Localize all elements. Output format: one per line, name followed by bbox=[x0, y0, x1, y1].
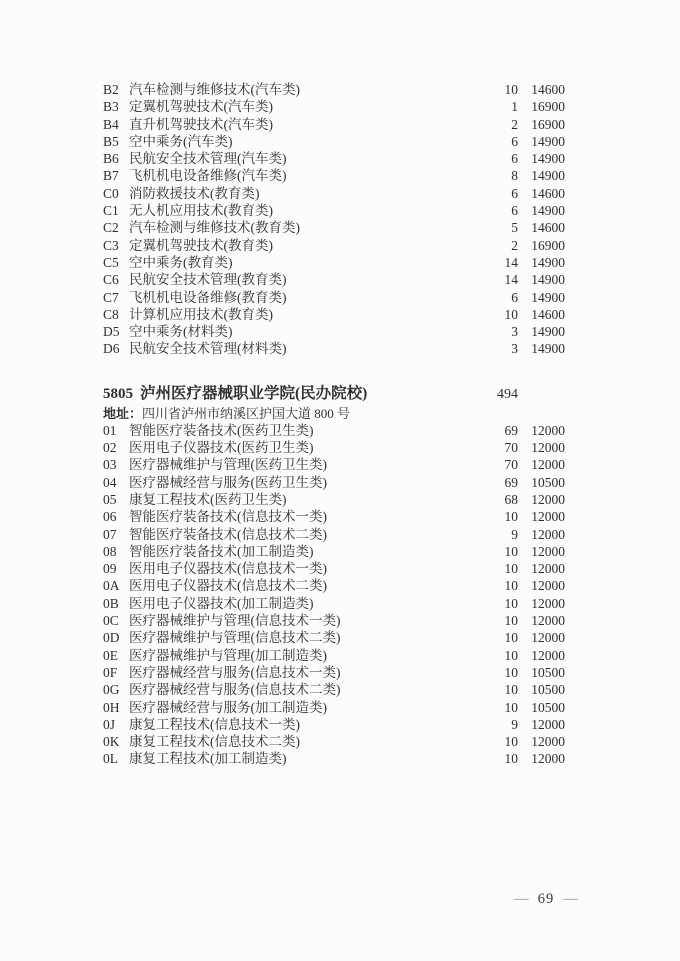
major-plan-count: 10 bbox=[504, 630, 518, 646]
major-name: 飞机机电设备维修(教育类) bbox=[129, 289, 287, 305]
major-tuition-fee: 14900 bbox=[531, 151, 565, 167]
major-plan-count: 10 bbox=[504, 82, 518, 97]
major-code: B7 bbox=[103, 168, 119, 184]
major-tuition-fee: 14900 bbox=[531, 324, 565, 340]
major-plan-count: 70 bbox=[504, 457, 518, 473]
major-name: 医疗器械维护与管理(加工制造类) bbox=[129, 647, 327, 663]
major-plan-count: 10 bbox=[504, 699, 518, 715]
page-number: 69 bbox=[537, 891, 555, 907]
major-code: 0L bbox=[103, 751, 118, 767]
major-tuition-fee: 10500 bbox=[531, 664, 565, 680]
major-plan-count: 10 bbox=[504, 578, 518, 594]
major-row bbox=[103, 237, 565, 254]
major-plan-count: 10 bbox=[504, 647, 518, 663]
major-name: 定翼机驾驶技术(汽车类) bbox=[129, 99, 273, 115]
school-major-rows bbox=[103, 422, 565, 768]
major-name: 医疗器械经营与服务(信息技术一类) bbox=[129, 664, 341, 680]
major-name: 智能医疗装备技术(信息技术二类) bbox=[129, 526, 327, 542]
major-code: 0E bbox=[103, 647, 118, 663]
major-code: C7 bbox=[103, 289, 119, 305]
school-name: 泸州医疗器械职业学院(民办院校) bbox=[140, 384, 368, 402]
major-row bbox=[103, 647, 565, 664]
major-code: 04 bbox=[103, 474, 117, 490]
major-name: 医疗器械维护与管理(信息技术二类) bbox=[129, 630, 341, 646]
major-plan-count: 9 bbox=[511, 716, 518, 732]
major-plan-count: 6 bbox=[511, 289, 518, 305]
major-tuition-fee: 14900 bbox=[531, 133, 565, 149]
major-name: 康复工程技术(信息技术二类) bbox=[129, 734, 300, 750]
major-plan-count: 3 bbox=[511, 341, 518, 357]
major-code: 06 bbox=[103, 509, 117, 525]
major-name: 定翼机驾驶技术(教育类) bbox=[129, 237, 273, 253]
major-tuition-fee: 10500 bbox=[531, 699, 565, 715]
school-code: 5805 bbox=[103, 385, 133, 402]
major-row bbox=[103, 491, 565, 508]
major-code: 07 bbox=[103, 526, 117, 542]
major-code: 09 bbox=[103, 561, 117, 577]
major-code: 0K bbox=[103, 734, 120, 750]
major-name: 医疗器械经营与服务(信息技术二类) bbox=[129, 682, 341, 698]
major-name: 飞机机电设备维修(汽车类) bbox=[129, 168, 287, 184]
major-tuition-fee: 12000 bbox=[531, 613, 565, 629]
major-name: 医疗器械经营与服务(加工制造类) bbox=[129, 699, 327, 715]
major-name: 医疗器械维护与管理(医药卫生类) bbox=[129, 457, 327, 473]
major-plan-count: 10 bbox=[504, 543, 518, 559]
major-name: 直升机驾驶技术(汽车类) bbox=[129, 116, 273, 132]
major-name: 消防救援技术(教育类) bbox=[129, 185, 260, 201]
major-row bbox=[103, 340, 565, 357]
major-name: 民航安全技术管理(汽车类) bbox=[129, 151, 287, 167]
major-tuition-fee: 14600 bbox=[531, 185, 565, 201]
major-tuition-fee: 14900 bbox=[531, 168, 565, 184]
major-code: B5 bbox=[103, 133, 119, 149]
major-row bbox=[103, 733, 565, 750]
major-tuition-fee: 14900 bbox=[531, 254, 565, 270]
major-plan-count: 3 bbox=[511, 324, 518, 340]
major-row bbox=[103, 167, 565, 184]
major-code: 03 bbox=[103, 457, 117, 473]
major-tuition-fee: 12000 bbox=[531, 440, 565, 456]
major-name: 民航安全技术管理(材料类) bbox=[129, 341, 287, 357]
major-plan-count: 10 bbox=[504, 595, 518, 611]
major-plan-count: 1 bbox=[511, 99, 518, 115]
major-tuition-fee: 12000 bbox=[531, 543, 565, 559]
major-tuition-fee: 10500 bbox=[531, 474, 565, 490]
major-row bbox=[103, 526, 565, 543]
major-code: 0H bbox=[103, 699, 120, 715]
major-row bbox=[103, 750, 565, 767]
admission-plan-table bbox=[103, 81, 565, 768]
major-row bbox=[103, 133, 565, 150]
major-plan-count: 10 bbox=[504, 509, 518, 525]
major-code: C3 bbox=[103, 237, 119, 253]
major-row bbox=[103, 577, 565, 594]
major-tuition-fee: 12000 bbox=[531, 457, 565, 473]
major-row bbox=[103, 219, 565, 236]
major-tuition-fee: 14600 bbox=[531, 220, 565, 236]
major-row bbox=[103, 716, 565, 733]
major-row bbox=[103, 439, 565, 456]
address-value: 四川省泸州市纳溪区护国大道 800 号 bbox=[142, 405, 351, 421]
footer-left-dash: — bbox=[514, 891, 529, 907]
major-plan-count: 14 bbox=[504, 272, 518, 288]
major-plan-count: 2 bbox=[511, 116, 518, 132]
major-tuition-fee: 12000 bbox=[531, 422, 565, 438]
major-code: C1 bbox=[103, 203, 119, 219]
major-plan-count: 2 bbox=[511, 237, 518, 253]
major-code: D5 bbox=[103, 324, 120, 340]
major-code: 0B bbox=[103, 595, 119, 611]
page-footer bbox=[500, 891, 592, 908]
major-name: 智能医疗装备技术(加工制造类) bbox=[129, 543, 314, 559]
major-code: B2 bbox=[103, 82, 119, 97]
major-tuition-fee: 14900 bbox=[531, 289, 565, 305]
major-code: B6 bbox=[103, 151, 119, 167]
major-tuition-fee: 12000 bbox=[531, 647, 565, 663]
major-plan-count: 6 bbox=[511, 185, 518, 201]
major-code: 01 bbox=[103, 422, 117, 438]
school-header bbox=[103, 384, 565, 405]
major-row bbox=[103, 560, 565, 577]
major-name: 康复工程技术(医药卫生类) bbox=[129, 491, 287, 507]
major-row bbox=[103, 629, 565, 646]
major-tuition-fee: 10500 bbox=[531, 682, 565, 698]
major-name: 空中乘务(材料类) bbox=[129, 324, 233, 340]
major-plan-count: 10 bbox=[504, 682, 518, 698]
major-row bbox=[103, 306, 565, 323]
major-row bbox=[103, 595, 565, 612]
major-tuition-fee: 14900 bbox=[531, 203, 565, 219]
major-code: C6 bbox=[103, 272, 119, 288]
major-row bbox=[103, 81, 565, 98]
major-tuition-fee: 14900 bbox=[531, 341, 565, 357]
major-tuition-fee: 12000 bbox=[531, 561, 565, 577]
major-name: 汽车检测与维修技术(汽车类) bbox=[129, 82, 300, 97]
major-row bbox=[103, 508, 565, 525]
major-name: 计算机应用技术(教育类) bbox=[129, 306, 273, 322]
major-tuition-fee: 12000 bbox=[531, 578, 565, 594]
major-name: 医用电子仪器技术(医药卫生类) bbox=[129, 440, 314, 456]
major-code: 0C bbox=[103, 613, 119, 629]
major-name: 医疗器械经营与服务(医药卫生类) bbox=[129, 474, 327, 490]
major-tuition-fee: 12000 bbox=[531, 509, 565, 525]
major-code: 0G bbox=[103, 682, 120, 698]
major-code: B3 bbox=[103, 99, 119, 115]
major-row bbox=[103, 422, 565, 439]
major-row bbox=[103, 474, 565, 491]
major-row bbox=[103, 699, 565, 716]
major-row bbox=[103, 185, 565, 202]
major-row bbox=[103, 681, 565, 698]
major-tuition-fee: 16900 bbox=[531, 99, 565, 115]
major-tuition-fee: 12000 bbox=[531, 716, 565, 732]
major-tuition-fee: 14600 bbox=[531, 82, 565, 97]
school-total-plan: 494 bbox=[497, 386, 518, 402]
major-plan-count: 9 bbox=[511, 526, 518, 542]
major-name: 汽车检测与维修技术(教育类) bbox=[129, 220, 300, 236]
school-address bbox=[103, 405, 565, 422]
major-tuition-fee: 16900 bbox=[531, 237, 565, 253]
major-code: 08 bbox=[103, 543, 117, 559]
major-tuition-fee: 12000 bbox=[531, 595, 565, 611]
major-code: 02 bbox=[103, 440, 117, 456]
major-plan-count: 10 bbox=[504, 613, 518, 629]
major-code: 0F bbox=[103, 664, 118, 680]
major-name: 医用电子仪器技术(加工制造类) bbox=[129, 595, 314, 611]
major-row bbox=[103, 271, 565, 288]
major-plan-count: 6 bbox=[511, 151, 518, 167]
major-name: 医疗器械维护与管理(信息技术一类) bbox=[129, 613, 341, 629]
major-plan-count: 14 bbox=[504, 254, 518, 270]
major-code: 05 bbox=[103, 491, 117, 507]
major-tuition-fee: 14600 bbox=[531, 306, 565, 322]
major-code: D6 bbox=[103, 341, 120, 357]
major-name: 无人机应用技术(教育类) bbox=[129, 203, 273, 219]
major-row bbox=[103, 289, 565, 306]
major-row bbox=[103, 202, 565, 219]
major-row bbox=[103, 98, 565, 115]
major-row bbox=[103, 612, 565, 629]
major-plan-count: 69 bbox=[504, 422, 518, 438]
major-tuition-fee: 12000 bbox=[531, 491, 565, 507]
major-name: 民航安全技术管理(教育类) bbox=[129, 272, 287, 288]
address-label: 地址： bbox=[103, 405, 143, 421]
major-plan-count: 70 bbox=[504, 440, 518, 456]
major-plan-count: 5 bbox=[511, 220, 518, 236]
major-plan-count: 10 bbox=[504, 751, 518, 767]
major-code: B4 bbox=[103, 116, 119, 132]
major-plan-count: 6 bbox=[511, 133, 518, 149]
major-name: 空中乘务(汽车类) bbox=[129, 133, 233, 149]
major-name: 智能医疗装备技术(信息技术一类) bbox=[129, 509, 327, 525]
major-row bbox=[103, 254, 565, 271]
major-tuition-fee: 12000 bbox=[531, 630, 565, 646]
major-name: 医用电子仪器技术(信息技术二类) bbox=[129, 578, 327, 594]
major-code: 0J bbox=[103, 716, 116, 732]
major-tuition-fee: 16900 bbox=[531, 116, 565, 132]
major-code: 0A bbox=[103, 578, 120, 594]
major-plan-count: 10 bbox=[504, 734, 518, 750]
major-row bbox=[103, 543, 565, 560]
major-row bbox=[103, 664, 565, 681]
major-name: 空中乘务(教育类) bbox=[129, 254, 233, 270]
continued-major-rows bbox=[103, 81, 565, 358]
major-plan-count: 8 bbox=[511, 168, 518, 184]
major-code: C8 bbox=[103, 306, 119, 322]
major-code: C0 bbox=[103, 185, 119, 201]
major-tuition-fee: 12000 bbox=[531, 751, 565, 767]
major-tuition-fee: 12000 bbox=[531, 734, 565, 750]
major-name: 康复工程技术(信息技术一类) bbox=[129, 716, 300, 732]
major-tuition-fee: 12000 bbox=[531, 526, 565, 542]
major-code: C2 bbox=[103, 220, 119, 236]
major-row bbox=[103, 116, 565, 133]
footer-right-dash: — bbox=[563, 891, 578, 907]
major-name: 康复工程技术(加工制造类) bbox=[129, 751, 287, 767]
major-row bbox=[103, 323, 565, 340]
major-plan-count: 10 bbox=[504, 561, 518, 577]
major-code: C5 bbox=[103, 254, 119, 270]
major-plan-count: 10 bbox=[504, 306, 518, 322]
major-row bbox=[103, 456, 565, 473]
major-code: 0D bbox=[103, 630, 120, 646]
major-name: 智能医疗装备技术(医药卫生类) bbox=[129, 422, 314, 438]
major-plan-count: 10 bbox=[504, 664, 518, 680]
major-plan-count: 69 bbox=[504, 474, 518, 490]
major-plan-count: 68 bbox=[504, 491, 518, 507]
major-row bbox=[103, 150, 565, 167]
major-name: 医用电子仪器技术(信息技术一类) bbox=[129, 561, 327, 577]
major-plan-count: 6 bbox=[511, 203, 518, 219]
major-tuition-fee: 14900 bbox=[531, 272, 565, 288]
